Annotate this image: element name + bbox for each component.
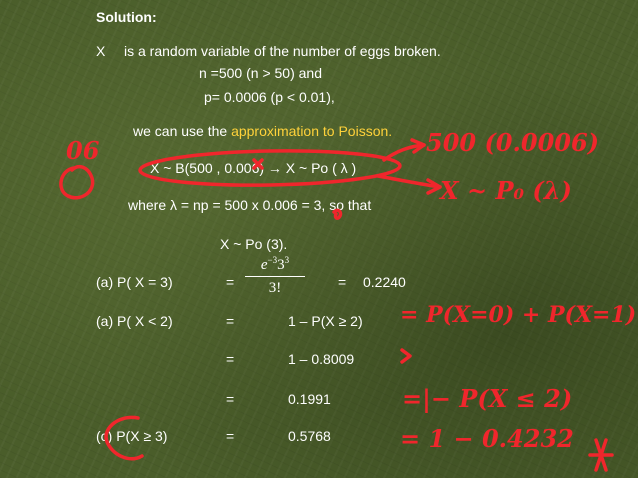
ink-note-top-right: 500 (0.0006) bbox=[426, 128, 600, 157]
n-condition: n =500 (n > 50) and bbox=[199, 65, 322, 81]
part-a1-equals-2: = bbox=[338, 274, 347, 290]
part-c-equals: = bbox=[226, 428, 235, 444]
part-a2-step1: 1 – P(X ≥ 2) bbox=[288, 313, 363, 329]
ink-note-arrow-right: X ~ P₀ (λ) bbox=[440, 176, 572, 205]
fraction-denominator: 3! bbox=[268, 280, 282, 296]
slide-heading: Solution: bbox=[96, 9, 157, 25]
part-a2-equals-b: = bbox=[226, 351, 235, 367]
approximation-prefix: we can use the bbox=[133, 123, 232, 139]
part-a1-equals: = bbox=[226, 274, 235, 290]
part-c-label: (c) P(X ≥ 3) bbox=[96, 428, 168, 444]
part-a2-result: 0.1991 bbox=[288, 391, 331, 407]
ink-arrow-mid bbox=[402, 350, 410, 362]
p-condition: p= 0.0006 (p < 0.01), bbox=[204, 89, 335, 105]
variable-description: is a random variable of the number of eggs broken. bbox=[124, 43, 441, 59]
variable-symbol: X bbox=[96, 43, 106, 59]
ink-mark-lambda bbox=[334, 210, 341, 218]
lambda-line: where λ = np = 500 x 0.006 = 3, so that bbox=[128, 197, 372, 213]
part-a2-step2: 1 – 0.8009 bbox=[288, 351, 355, 367]
distribution-line: X ~ B(500 , 0.006) → X ~ Po ( λ ) bbox=[150, 160, 357, 176]
part-a2-equals-c: = bbox=[226, 391, 235, 407]
ink-note-a2-right: = P(X=0) + P(X=1) bbox=[400, 302, 637, 328]
fraction-numerator: $e^{-3}3^3$ bbox=[260, 255, 290, 273]
ink-ellipse-distribution bbox=[140, 149, 401, 188]
ink-circle-part-c bbox=[106, 417, 142, 458]
part-c-result: 0.5768 bbox=[288, 428, 331, 444]
ink-circle-06 bbox=[61, 167, 93, 198]
approximation-highlight: approximation to Poisson. bbox=[231, 123, 393, 139]
ink-mark-x-on-dist bbox=[254, 160, 262, 168]
part-a2-equals: = bbox=[226, 313, 235, 329]
ink-scribble-corner bbox=[590, 440, 612, 470]
ink-note-mid-right: =|− P(X ≤ 2) bbox=[402, 384, 573, 413]
ink-note-bottom-right: = 1 − 0.4232 bbox=[400, 424, 574, 453]
part-a1-label: (a) P( X = 3) bbox=[96, 274, 173, 290]
ink-note-06: 06 bbox=[66, 136, 100, 165]
part-a1-result: 0.2240 bbox=[363, 274, 406, 290]
poisson-line: X ~ Po (3). bbox=[220, 236, 288, 252]
part-a2-label: (a) P( X < 2) bbox=[96, 313, 173, 329]
